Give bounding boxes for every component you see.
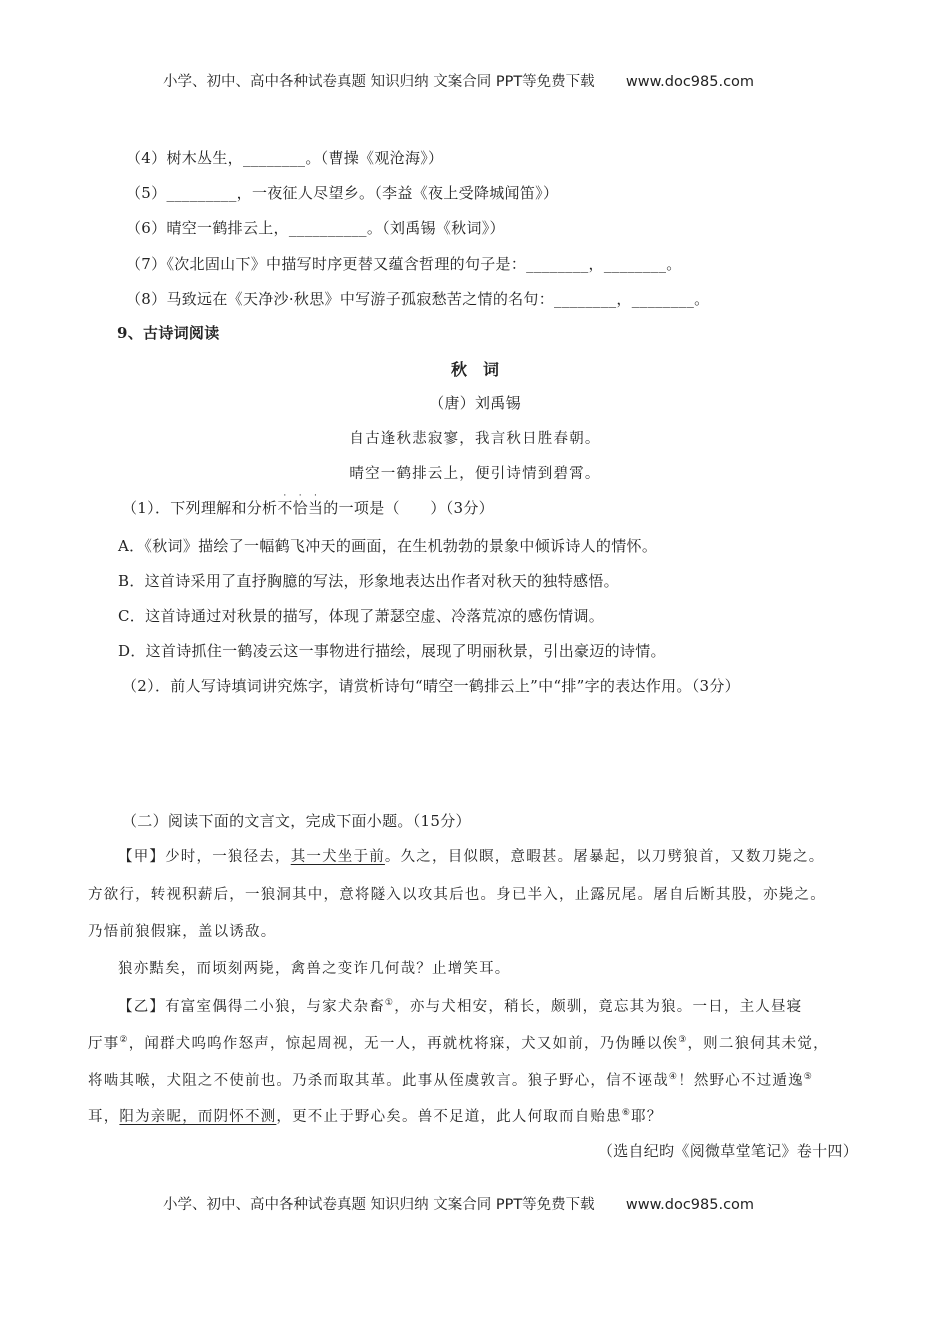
footnote-3: ③: [678, 1035, 688, 1046]
source-note: （选自纪昀《阅微草堂笔记》卷十四）: [597, 1142, 858, 1160]
emphasis-char-1: · 不: [277, 491, 293, 517]
poem-line-2: 晴空一鹤排云上，便引诗情到碧霄。: [349, 466, 601, 482]
header-text: 小学、初中、高中各种试卷真题 知识归纳 文案合同 PPT等免费下载: [163, 74, 595, 90]
yi-line-4: 耳，阳为亲昵，而阴怀不测，更不止于野心矣。兽不足道，此人何取而自贻患⑥耶？: [88, 1108, 663, 1125]
footnote-1: ①: [384, 998, 395, 1009]
emphasis-char-2: · 恰: [292, 491, 308, 517]
yi-line-2: 厅事②，闻群犬呜呜作怒声，惊起周视，无一人，再就枕将寐，犬又如前，乃伪睡以俟③，则二狼伺其未觉，: [88, 1035, 829, 1052]
poem-title: 秋 词: [450, 360, 499, 379]
footnote-6: ⑥: [621, 1108, 632, 1119]
jia-line-2: 方欲行，转视积薪后，一狼洞其中，意将隧入以攻其后也。身已半入，止露尻尾。屠自后断其股，亦毙之。: [88, 887, 826, 903]
page-header: [163, 70, 754, 91]
footer-url[interactable]: www.doc985.com: [625, 1197, 755, 1213]
poem-line-1: 自古逢秋悲寂寥，我言秋日胜春朝。: [349, 431, 601, 447]
fill-item-6: （6）晴空一鹤排云上，__________。（刘禹锡《秋词》）: [126, 219, 505, 237]
yi-line-3: 将啮其喉，犬阻之不使前也。乃杀而取其革。此事从侄虞敦言。狼子野心，信不诬哉④！然野心不过遁逸⑤: [88, 1072, 814, 1089]
emphasis-char-3: · 当: [307, 491, 324, 517]
jia-line-3: 乃悟前狼假寐，盖以诱敌。: [88, 924, 277, 940]
option-c: C．这首诗通过对秋景的描写，体现了萧瑟空虚、冷落荒凉的感伤情调。: [118, 607, 605, 625]
jia-line-4: 狼亦黠矣，而顷刻两毙，禽兽之变诈几何哉？止增笑耳。: [118, 961, 511, 977]
option-a: A．《秋词》描绘了一幅鹤飞冲天的画面，在生机勃勃的景象中倾诉诗人的情怀。: [118, 537, 658, 555]
wenyan-intro: （二）阅读下面的文言文，完成下面小题。（15分）: [122, 812, 471, 830]
question-1: [122, 491, 494, 518]
fill-item-5: （5）_________，一夜征人尽望乡。（李益《夜上受降城闻笛》）: [126, 184, 559, 202]
fill-item-7: （7）《次北固山下》中描写时序更替又蕴含哲理的句子是：________，________。: [126, 255, 682, 273]
option-d: D．这首诗抓住一鹤凌云这一事物进行描绘，展现了明丽秋景，引出豪迈的诗情。: [118, 642, 666, 660]
underlined-phrase-yi: 阳为亲昵，而阴怀不测: [119, 1109, 277, 1125]
option-b: B．这首诗采用了直抒胸臆的写法，形象地表达出作者对秋天的独特感悟。: [118, 572, 619, 590]
fill-item-4: （4）树木丛生，________。（曹操《观沧海》）: [126, 149, 444, 167]
question-2: （2）．前人写诗填词讲究炼字，请赏析诗句“晴空一鹤排云上”中“排”字的表达作用。（3分）: [122, 677, 740, 695]
underlined-phrase-jia: 其一犬坐于前: [290, 849, 385, 865]
footnote-2: ②: [119, 1035, 129, 1046]
page-footer: [163, 1193, 754, 1214]
poem-author: （唐）刘禹锡: [429, 394, 521, 412]
footnote-4: ④: [668, 1072, 679, 1083]
section-9-heading: 9、古诗词阅读: [117, 324, 220, 342]
q1-suffix: 的一项是（ ）（3分）: [323, 499, 494, 517]
q1-prefix: （1）．下列理解和分析: [122, 499, 278, 517]
yi-line-1: 【乙】有富室偶得二小狼，与家犬杂畜①，亦与犬相安，稍长，颇驯，竟忘其为狼。一日，主人昼寝: [118, 998, 803, 1015]
jia-line-1: 【甲】少时，一狼径去，其一犬坐于前。久之，目似瞑，意暇甚。屠暴起，以刀劈狼首，又数刀毙之。: [118, 849, 825, 865]
fill-item-8: （8）马致远在《天净沙·秋思》中写游子孤寂愁苦之情的名句：________，________。: [126, 290, 710, 308]
footer-text: 小学、初中、高中各种试卷真题 知识归纳 文案合同 PPT等免费下载: [163, 1197, 595, 1213]
header-url[interactable]: www.doc985.com: [625, 74, 755, 90]
footnote-5: ⑤: [803, 1072, 814, 1083]
